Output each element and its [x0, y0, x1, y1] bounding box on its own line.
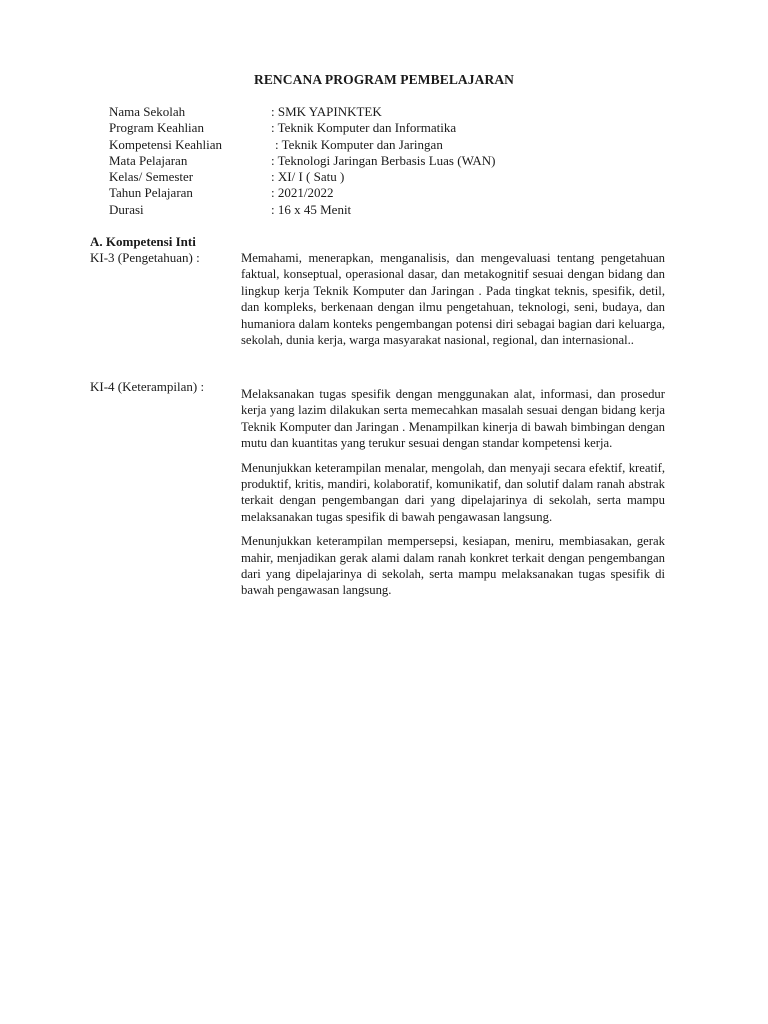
ki3-paragraph: Memahami, menerapkan, menganalisis, dan mengevaluasi tentang pengetahuan faktual, konseptual, operasional dasar, dan metakognitif sesuai dengan bidang dan lingkup kerja Teknik Komputer dan Jaringan . Pada tingkat teknis, spesifik, detil, dan kompleks, berkenaan dengan ilmu pengetahuan, teknologi, seni, budaya, dan humaniora dalam konteks pengembangan potensi diri sebagai bagian dari keluarga, sekolah, dunia kerja, warga masyarakat nasional, regional, dan internasional..: [241, 251, 665, 348]
info-label: Kompetensi Keahlian: [109, 136, 222, 152]
ki4-paragraph: Melaksanakan tugas spesifik dengan menggunakan alat, informasi, dan prosedur kerja yang lazim dilakukan serta memecahkan masalah sesuai dengan bidang kerja Teknik Komputer dan Jaringan . Menampilkan kinerja di bawah bimbingan dengan mutu dan kuantitas yang terukur sesuai dengan standar kompetensi kerja.: [241, 387, 665, 451]
info-value: : XI/ I ( Satu ): [271, 169, 345, 185]
ki4-paragraph: Menunjukkan keterampilan menalar, mengolah, dan menyaji secara efektif, kreatif, produktif, kritis, mandiri, kolaboratif, komunikatif, dan solutif dalam ranah abstrak terkait dengan pengembangan dari yang dipelajarinya di sekolah, serta mampu melaksanakan tugas spesifik di bawah pengawasan langsung.: [241, 460, 665, 524]
ki3-description: [241, 250, 665, 356]
info-value: : SMK YAPINKTEK: [271, 104, 382, 119]
ki4-description: [241, 386, 665, 607]
info-value: : Teknologi Jaringan Berbasis Luas (WAN): [271, 152, 496, 168]
document-title: RENCANA PROGRAM PEMBELAJARAN: [253, 72, 515, 87]
info-label: Tahun Pelajaran: [109, 185, 193, 201]
section-heading: A. Kompetensi Inti: [90, 234, 196, 249]
info-value: : 2021/2022: [271, 185, 334, 201]
info-value: : 16 x 45 Menit: [271, 201, 352, 217]
ki3-label: KI-3 (Pengetahuan) :: [90, 250, 200, 265]
info-label: Durasi: [109, 201, 144, 217]
info-label: Kelas/ Semester: [109, 169, 194, 185]
info-label: Program Keahlian: [109, 120, 204, 136]
ki4-paragraph: Menunjukkan keterampilan mempersepsi, kesiapan, meniru, membiasakan, gerak mahir, menjadikan gerak alami dalam ranah konkret terkait dengan pengembangan dari yang dipelajarinya di sekolah, serta mampu melaksanakan tugas spesifik di bawah pengawasan langsung.: [241, 534, 665, 598]
info-label: Mata Pelajaran: [109, 152, 188, 168]
info-value: : Teknik Komputer dan Jaringan: [275, 136, 443, 152]
ki4-label: KI-4 (Keterampilan) :: [90, 379, 205, 394]
info-value: : Teknik Komputer dan Informatika: [271, 120, 457, 136]
info-label: Nama Sekolah: [109, 104, 186, 119]
